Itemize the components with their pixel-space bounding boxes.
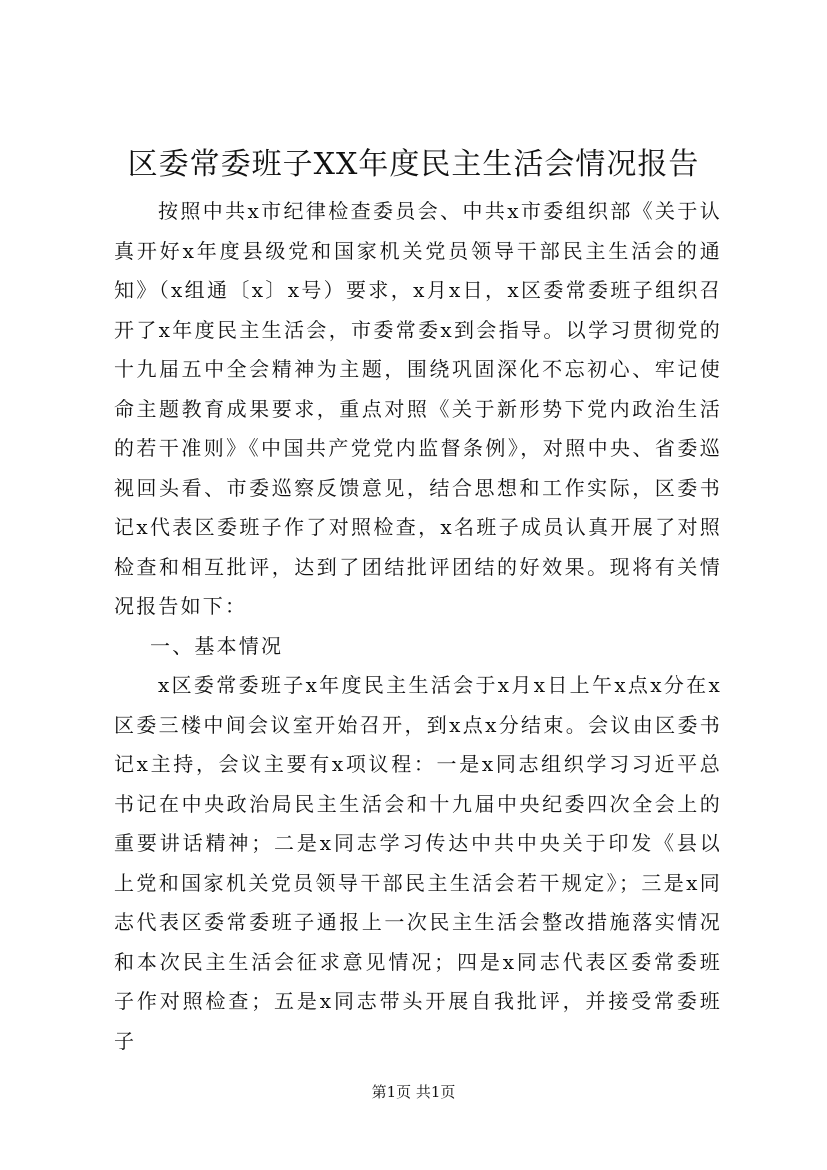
- section-heading-basic-situation: 一、基本情况: [150, 633, 284, 658]
- paragraph-basic-situation: x区委常委班子x年度民主生活会于x月x日上午x点x分在x区委三楼中间会议室开始召开，到x点x分结束。会议由区委书记x主持，会议主要有x项议程：一是x同志组织学习习近平总书记在中央政治局民主生活会和十九届中央纪委四次全会上的重要讲话精神；二是x同志学习传达中共中央关于印发《县以上党和国家机关党员领导干部民主生活会若干规定》；三是x同志代表区委常委班子通报上一次民主生活会整改措施落实情况和本次民主生活会征求意见情况；四是x同志代表区委常委班子作对照检查；五是x同志带头开展自我批评，并接受常委班子: [114, 673, 722, 1053]
- document-body: [114, 192, 722, 1061]
- paragraph-intro: 按照中共x市纪律检查委员会、中共x市委组织部《关于认真开好x年度县级党和国家机关党员领导干部民主生活会的通知》（x组通〔x〕x号）要求，x月x日，x区委常委班子组织召开了x年度民主生活会，市委常委x到会指导。以学习贯彻党的十九届五中全会精神为主题，围绕巩固深化不忘初心、牢记使命主题教育成果要求，重点对照《关于新形势下党内政治生活的若干准则》《中国共产党党内监督条例》，对照中央、省委巡视回头看、市委巡察反馈意见，结合思想和工作实际，区委书记x代表区委班子作了对照检查，x名班子成员认真开展了对照检查和相互批评，达到了团结批评团结的好效果。现将有关情况报告如下：: [114, 199, 722, 618]
- document-title: 区委常委班子XX年度民主生活会情况报告: [127, 147, 700, 182]
- page-footer: 第1页 共1页: [371, 1083, 456, 1101]
